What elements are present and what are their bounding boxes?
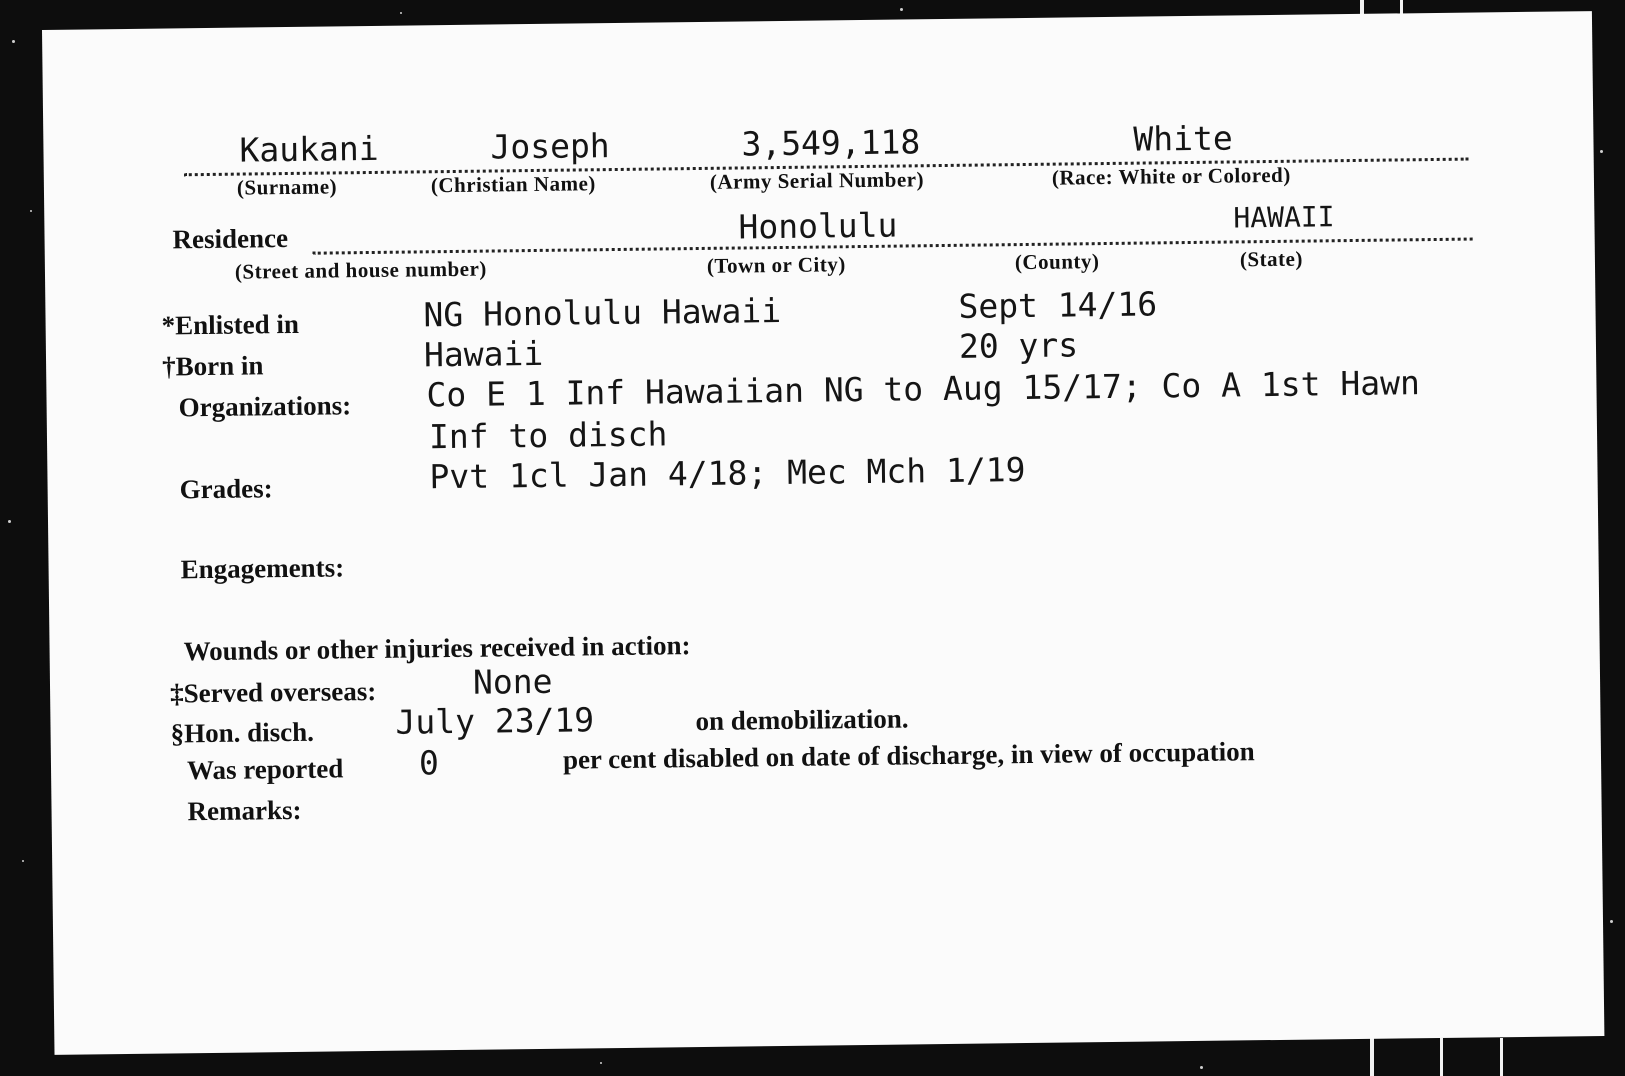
- born-age-value: 20 yrs: [958, 325, 1079, 366]
- reported-value: 0: [418, 743, 440, 783]
- surname-value: Kaukani: [235, 129, 383, 170]
- honorable-discharge-label: §Hon. disch.: [170, 716, 315, 749]
- discharge-date-value: July 23/19: [395, 700, 595, 742]
- organizations-value-line2: Inf to disch: [428, 414, 668, 457]
- race-caption: (Race: White or Colored): [1051, 162, 1291, 190]
- service-record-card: [42, 11, 1604, 1055]
- enlisted-date-value: Sept 14/16: [958, 284, 1158, 326]
- remarks-label: Remarks:: [187, 794, 302, 827]
- serial-number-value: 3,549,118: [737, 122, 924, 163]
- organizations-value-line1: Co E 1 Inf Hawaiian NG to Aug 15/17; Co A 1st Hawn: [426, 363, 1421, 415]
- enlisted-place-value: NG Honolulu Hawaii: [423, 290, 782, 335]
- residence-state-value: HAWAII: [1229, 200, 1339, 234]
- serial-number-caption: (Army Serial Number): [709, 167, 925, 194]
- residence-town-value: Honolulu: [734, 206, 901, 247]
- discharge-suffix: on demobilization.: [695, 703, 909, 737]
- street-caption: (Street and house number): [234, 256, 487, 284]
- christian-name-caption: (Christian Name): [430, 171, 596, 198]
- born-label: †Born in: [161, 350, 264, 382]
- race-value: White: [1129, 118, 1237, 158]
- born-place-value: Hawaii: [423, 333, 544, 375]
- grades-label: Grades:: [179, 473, 273, 505]
- reported-suffix: per cent disabled on date of discharge, in view of occupation: [562, 736, 1255, 775]
- organizations-label: Organizations:: [178, 390, 352, 423]
- surname-caption: (Surname): [236, 174, 338, 200]
- served-overseas-value: None: [472, 661, 553, 702]
- christian-name-value: Joseph: [486, 126, 614, 167]
- state-caption: (State): [1239, 246, 1304, 272]
- county-caption: (County): [1014, 249, 1100, 275]
- town-caption: (Town or City): [706, 252, 846, 278]
- engagements-label: Engagements:: [180, 552, 345, 585]
- wounds-label: Wounds or other injuries received in action:: [183, 630, 691, 667]
- grades-value: Pvt 1cl Jan 4/18; Mec Mch 1/19: [429, 450, 1026, 497]
- enlisted-label: *Enlisted in: [161, 308, 300, 341]
- served-overseas-label: ‡Served overseas:: [169, 675, 377, 709]
- residence-label: Residence: [172, 223, 291, 255]
- reported-label: Was reported: [186, 753, 344, 786]
